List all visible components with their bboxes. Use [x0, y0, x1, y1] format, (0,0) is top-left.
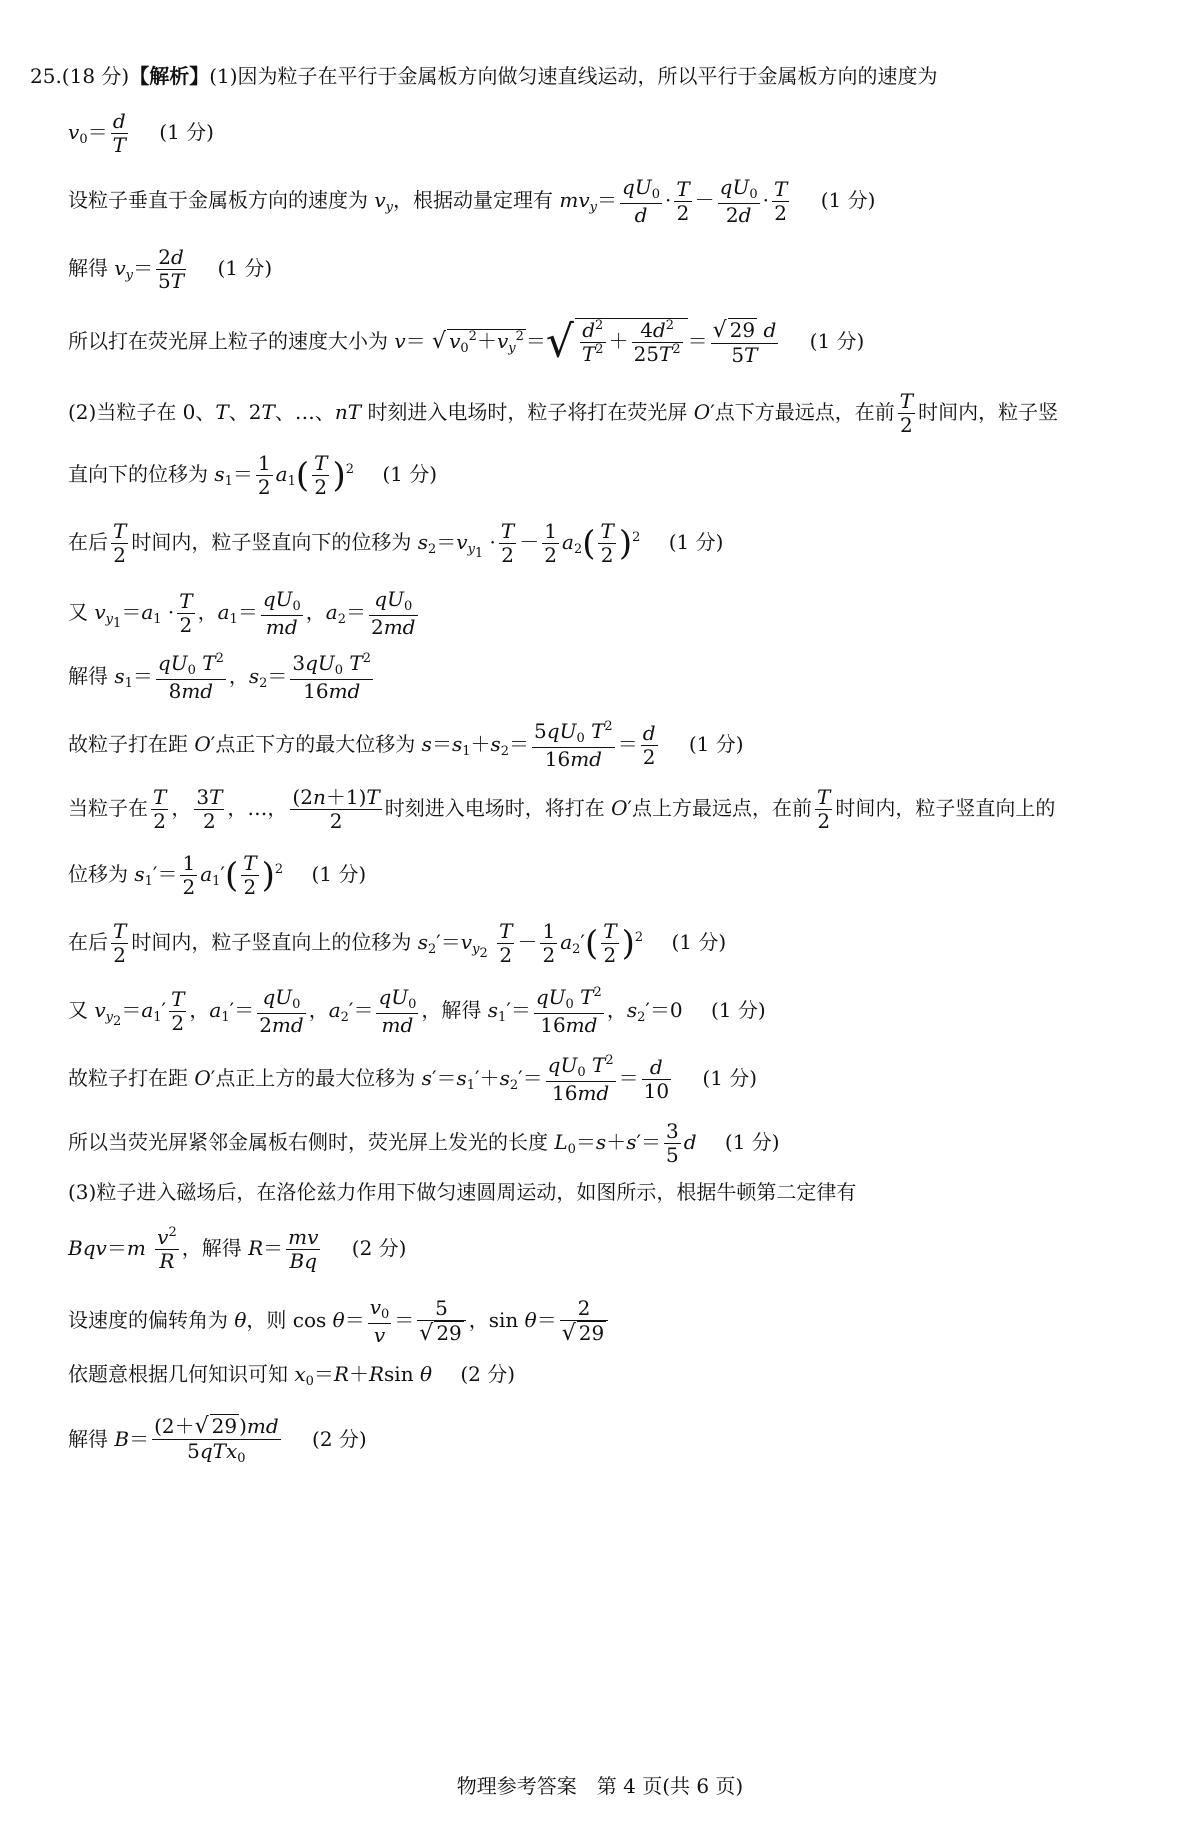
- text: 点正下方的最大位移为: [215, 731, 416, 756]
- score-note: (1 分): [702, 1065, 758, 1090]
- formula-s2: 在后 $\frac{T}{2}$ 时间内，粒子竖直向下的位移为 $s_2=v_{y_1}$ · $\frac{T}{2}$ － $\frac{1}{2}$ $a_2$( $\frac{T}{2}$ )$^2$ (1 分): [68, 519, 724, 567]
- formula-s2-prime: 在后 $\frac{T}{2}$ 时间内，粒子竖直向上的位移为 $s_2'=v_{y_2}$ $\frac{T}{2}$ － $\frac{1}{2}$ $a_2'$( $\frac{T}{2}$ )$^2$ (1 分): [68, 919, 727, 967]
- text: 故粒子打在距: [68, 1065, 188, 1090]
- text: 解得: [68, 663, 108, 688]
- score-note: (1 分): [820, 187, 876, 212]
- formula-v0: $v_0=$ $\frac{d}{T}$ (1 分): [68, 109, 214, 157]
- score-note: (1 分): [382, 462, 438, 486]
- text: 时间内，粒子竖直向下的位移为: [131, 530, 412, 554]
- formula-x0: 依题意根据几何知识可知 $x_0=R+Rsin$ θ (2 分): [68, 1362, 516, 1389]
- text: 又: [68, 599, 88, 624]
- formula-s-prime-total: 故粒子打在距 O′点正上方的最大位移为 $s'=s_1'+s_2'=$ $\frac{qU_0 T^2}{16md}$ ＝ $\frac{d}{10}$ (1 分): [68, 1053, 758, 1105]
- formula-B: 解得 B＝ $\frac{(2+√ 29 )md}{5qTx_0}$ (2 分): [68, 1414, 367, 1467]
- score-note: (1 分): [809, 329, 865, 354]
- formula-s1-s2-values: 解得 $s_1=$ $\frac{qU_0 T^2}{8md}$ ，$s_2=$ $\frac{3qU_0 T^2}{16md}$: [68, 651, 372, 703]
- text: 依题意根据几何知识可知: [68, 1362, 288, 1386]
- analysis-tag: 【解析】: [129, 64, 210, 88]
- score-note: (2 分): [312, 1427, 367, 1452]
- text: 位移为: [68, 862, 128, 886]
- text: 直向下的位移为: [68, 462, 208, 486]
- part3-intro: [68, 1182, 1180, 1202]
- text: 点正上方的最大位移为: [215, 1065, 416, 1090]
- text: 解得: [68, 1427, 108, 1452]
- text: (3)粒子进入磁场后，在洛伦兹力作用下做匀速圆周运动，如图所示，根据牛顿第二定律有: [68, 1180, 857, 1204]
- score-note: (1 分): [668, 530, 724, 554]
- formula-a1a2: 又 $v_{y_1}=a_1$ · $\frac{T}{2}$ ，$a_1=$ $\frac{qU_0}{md}$ ，$a_2=$ $\frac{qU_0}{2md}$: [68, 587, 416, 639]
- text: ，解得: [421, 997, 482, 1022]
- text: 设粒子垂直于金属板方向的速度为: [68, 187, 368, 212]
- text: 点上方最远点，在前: [632, 796, 813, 820]
- text: 设速度的偏转角为: [68, 1307, 228, 1332]
- formula-s1: 直向下的位移为 $s_1=$ $\frac{1}{2}$ $a_1$( $\frac{T}{2}$ )$^2$ (1 分): [68, 451, 438, 499]
- formula-vy: 解得 $v_y=$ $\frac{2d}{5T}$ (1 分): [68, 245, 273, 293]
- formula-s1-prime: 位移为 $s_1'=$ $\frac{1}{2}$ $a_1'$( $\frac{T}{2}$ )$^2$ (1 分): [68, 851, 367, 899]
- text: 当粒子在: [68, 796, 148, 820]
- score-note: (1 分): [159, 120, 214, 144]
- formula-radius: Bqv＝m $\frac{v^2}{R}$ ，解得 R＝ $\frac{mv}{Bq}$ (2 分): [68, 1225, 407, 1273]
- question-header-line: [30, 66, 1180, 86]
- score-note: (1 分): [217, 256, 273, 280]
- text: 点下方最远点，在前: [714, 400, 895, 424]
- text: 在后: [68, 530, 108, 554]
- text: 时刻进入电场时，将打在: [384, 796, 605, 820]
- text: ，根据动量定理有: [393, 187, 554, 212]
- part2-intro: (2)当粒子在 0、T、2T、…、nT 时刻进入电场时，粒子将打在荧光屏 O′点下方最远点，在前 $\frac{T}{2}$ 时间内，粒子竖: [68, 389, 1059, 437]
- score-note: (2 分): [351, 1236, 407, 1260]
- text: 故粒子打在距: [68, 731, 188, 756]
- text: (2)当粒子在 0、: [68, 400, 216, 424]
- text: 时间内，粒子竖直向上的位移为: [131, 930, 412, 954]
- score-note: (1 分): [710, 997, 766, 1022]
- formula-speed: 所以打在荧光屏上粒子的速度大小为 v＝ √ $v_0^2+v_y^2$ ＝√ $\frac{d^2}{T^2}$ ＋ $\frac{4d^2}{25T^2}$ ＝ $\frac{√ 29 d}{5T}$ (1 分): [68, 316, 865, 368]
- question-number: 25.(18 分): [30, 64, 130, 88]
- score-note: (2 分): [460, 1362, 516, 1386]
- score-note: (1 分): [311, 862, 367, 886]
- score-note: (1 分): [688, 731, 744, 756]
- text: 时间内，粒子竖直向上的: [835, 796, 1056, 820]
- text: 所以打在荧光屏上粒子的速度大小为: [68, 329, 388, 354]
- text: 时刻进入电场时，粒子将打在荧光屏: [367, 400, 688, 424]
- text: 又: [68, 997, 88, 1022]
- text: 时间内，粒子竖: [918, 400, 1059, 424]
- text: ，则: [246, 1307, 287, 1332]
- score-note: (1 分): [724, 1130, 780, 1154]
- formula-L0: 所以当荧光屏紧邻金属板右侧时，荧光屏上发光的长度 $L_0=s+s'=$ $\frac{3}{5}$ d (1 分): [68, 1119, 780, 1167]
- text: 所以当荧光屏紧邻金属板右侧时，荧光屏上发光的长度: [68, 1130, 548, 1154]
- formula-momentum: 设粒子垂直于金属板方向的速度为 $v_y$，根据动量定理有 $mv_y=$ $\frac{qU_0}{d}$ · $\frac{T}{2}$ － $\frac{qU_0}{2d}$ · $\frac{T}{2}$ (1 分): [68, 175, 876, 227]
- part1-intro: (1)因为粒子在平行于金属板方向做匀速直线运动，所以平行于金属板方向的速度为: [209, 64, 938, 88]
- formula-s-total: 故粒子打在距 O′点正下方的最大位移为 $s=s_1+s_2=$ $\frac{5qU_0 T^2}{16md}$ ＝ $\frac{d}{2}$ (1 分): [68, 719, 744, 771]
- formula-angle: 设速度的偏转角为 θ，则 cos θ＝ $\frac{v_0}{v}$ ＝ $\frac{5}{√ 29}$ ，sin θ＝ $\frac{2}{√ 29}$: [68, 1296, 1180, 1347]
- text: ，解得: [181, 1236, 242, 1260]
- formula-a-prime: 又 $v_{y_2}=a_1'$ $\frac{T}{2}$ ，$a_1'=$ $\frac{qU_0}{2md}$ ，$a_2'=$ $\frac{qU_0}{md}$ ，解得 $s_1'=$ $\frac{qU_0 T^2}{16md}$ ，$s_2'=0$ (1 分): [68, 985, 766, 1037]
- part2-upward-intro: 当粒子在 $\frac{T}{2}$ ， $\frac{3T}{2}$ ，…， $\frac{(2n+1)T}{2}$ 时刻进入电场时，将打在 O′点上方最远点，在前 $\frac{T}{2}$ 时间内，粒子竖直向上的: [68, 785, 1056, 833]
- page-footer: 物理参考答案 第 4 页(共 6 页): [456, 1774, 744, 1798]
- score-note: (1 分): [671, 930, 727, 954]
- text: 解得: [68, 256, 108, 280]
- text: 在后: [68, 930, 108, 954]
